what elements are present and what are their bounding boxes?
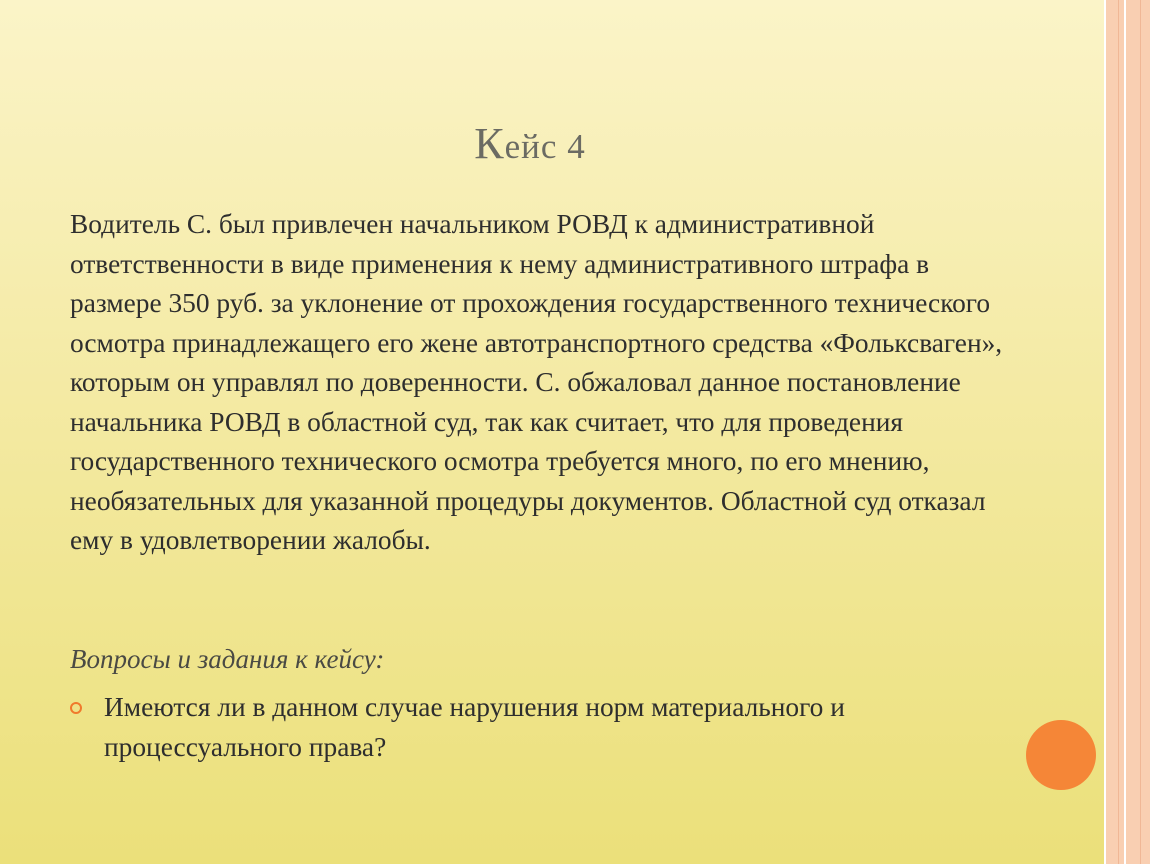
- questions-heading: Вопросы и задания к кейсу:: [70, 644, 385, 674]
- slide-title-rest: ейс 4: [504, 127, 586, 166]
- band-line: [1124, 0, 1126, 864]
- slide-title: [0, 118, 1060, 169]
- band-line: [1104, 0, 1106, 864]
- question-text: Имеются ли в данном случае нарушения норм материального и процессуального права?: [104, 692, 845, 762]
- slide-title-initial: К: [474, 119, 505, 168]
- case-description: Водитель С. был привлечен начальником РОВД к административной ответственности в виде применения к нему административного штрафа в размере 350 руб. за уклонение от прохождения государственного технического осмотра принадлежащего его жене автотранспортного средства «Фольксваген», которым он управлял по доверенности. С. обжаловал данное постановление начальника РОВД в областной суд, так как считает, что для проведения государственного технического осмотра требуется много, по его мнению, необязательных для указанной процедуры документов. Областной суд отказал ему в удовлетворении жалобы.: [70, 209, 1003, 555]
- band-line: [1118, 0, 1119, 864]
- band-line: [1140, 0, 1141, 864]
- orange-circle-decoration: [1026, 720, 1096, 790]
- decorative-right-band: [1104, 0, 1150, 864]
- bullet-ring-icon: [70, 702, 82, 714]
